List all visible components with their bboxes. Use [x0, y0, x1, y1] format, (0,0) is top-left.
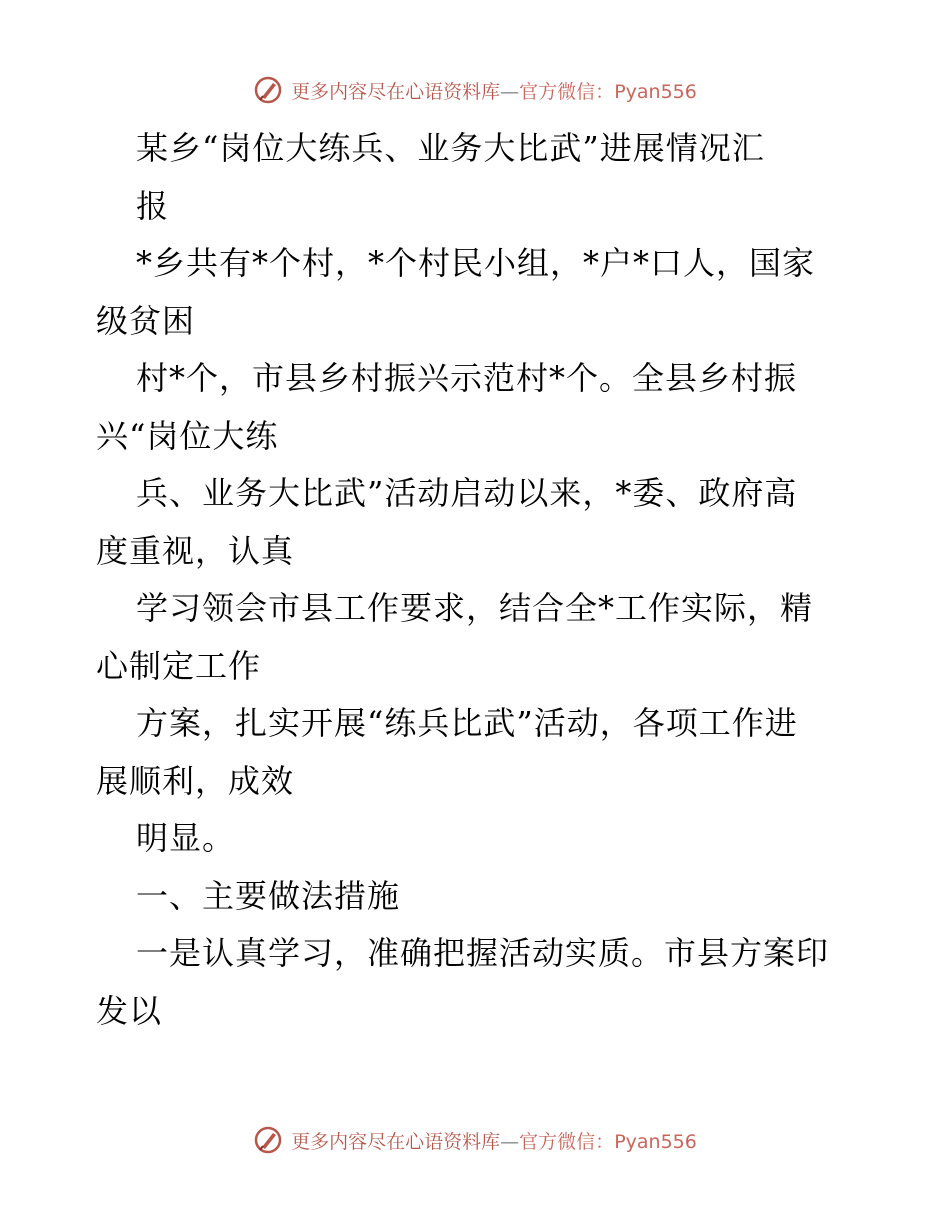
text-line: 一是认真学习，准确把握活动实质。市县方案印	[136, 934, 830, 972]
text-line: 一、主要做法措施	[136, 876, 401, 915]
text-line: 兴“岗位大练	[96, 416, 279, 455]
text-line: 方案，扎实开展“练兵比武”活动，各项工作进	[136, 704, 798, 742]
text-line: 某乡“岗位大练兵、业务大比武”进展情况汇	[136, 129, 765, 167]
watermark-separator: —	[500, 1130, 520, 1153]
watermark-contact-id: Pyan556	[614, 80, 697, 103]
watermark-text	[291, 77, 697, 104]
text-line: 兵、业务大比武”活动启动以来，*委、政府高	[136, 474, 798, 512]
text-line: 村*个，市县乡村振兴示范村*个。全县乡村振	[136, 359, 798, 397]
watermark-contact-label: 官方微信：	[519, 80, 615, 103]
text-line: 发以	[96, 991, 163, 1030]
text-line: 学习领会市县工作要求，结合全*工作实际，精	[136, 589, 814, 627]
quill-pen-logo-icon	[253, 1125, 283, 1155]
text-line: 明显。	[136, 819, 236, 857]
watermark-contact-id: Pyan556	[614, 1130, 697, 1153]
watermark-brand: 更多内容尽在心语资料库	[291, 1130, 501, 1153]
watermark-contact-label: 官方微信：	[519, 1130, 615, 1153]
header-watermark	[0, 70, 950, 110]
text-line: *乡共有*个村，*个村民小组，*户*口人，国家	[136, 244, 816, 282]
text-line: 展顺利，成效	[96, 761, 295, 800]
watermark-separator: —	[500, 80, 520, 103]
text-line: 级贫困	[96, 301, 196, 340]
text-line: 报	[136, 186, 170, 225]
text-line: 度重视，认真	[96, 531, 295, 570]
quill-pen-logo-icon	[253, 75, 283, 105]
document-body	[96, 120, 866, 1040]
text-line: 心制定工作	[96, 646, 262, 685]
footer-watermark	[0, 1120, 950, 1160]
watermark-text	[291, 1127, 697, 1154]
watermark-brand: 更多内容尽在心语资料库	[291, 80, 501, 103]
